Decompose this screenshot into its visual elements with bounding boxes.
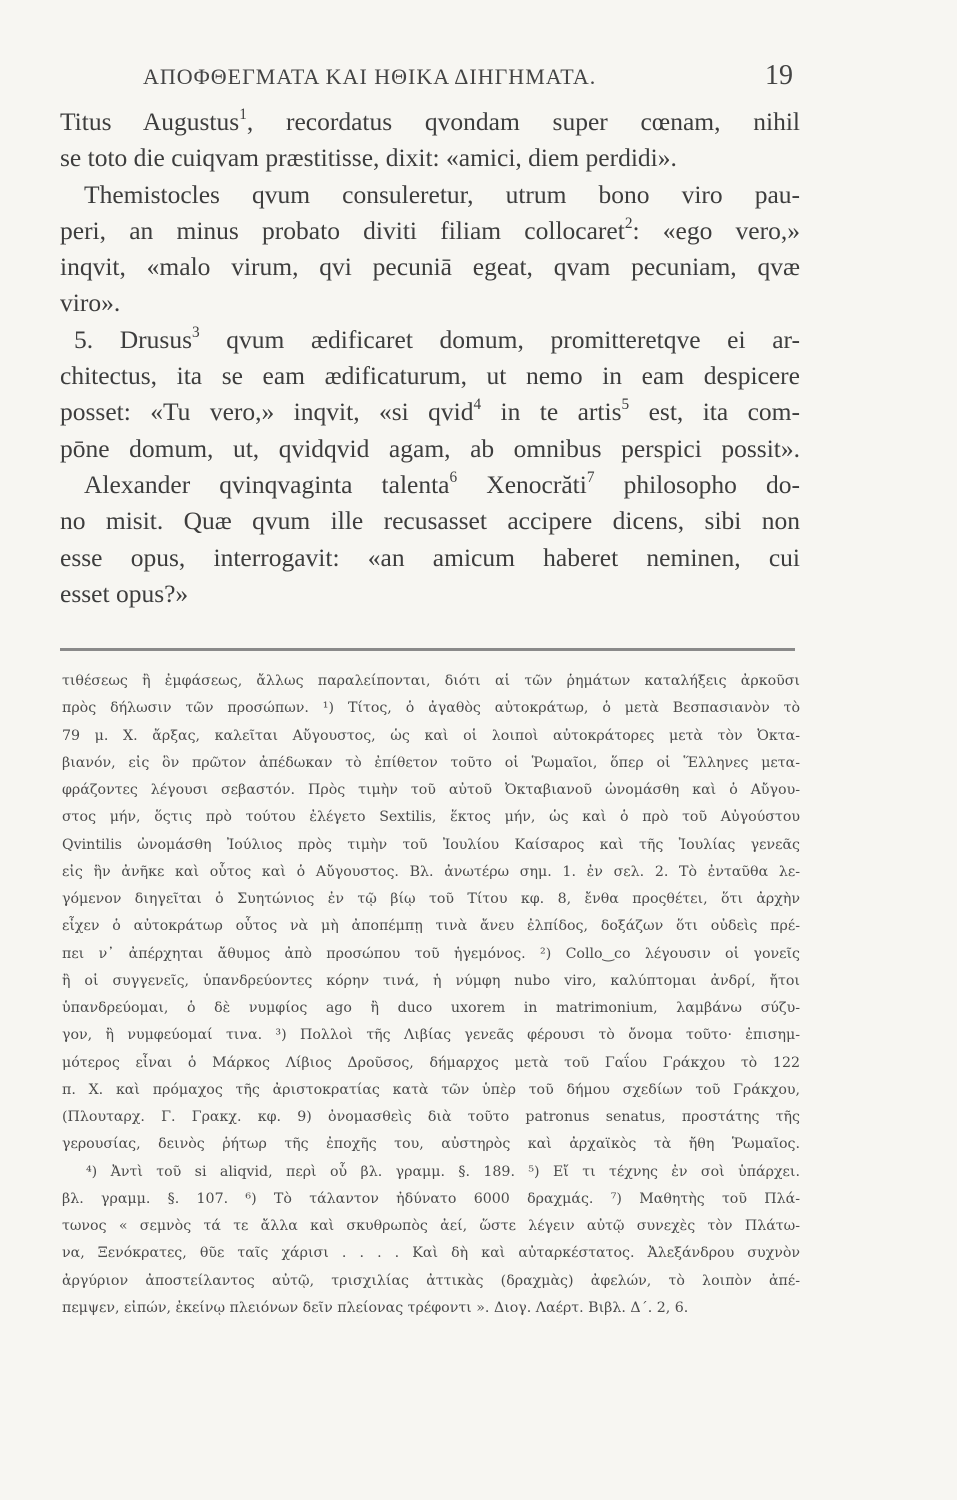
footnote-divider: [60, 648, 795, 651]
footnote-line: ἢ οἱ συγγενεῖς, ὑπανδρεύοντες κόρην τινά, ἡ νύμφη nubo viro, καλύπτομαι ἀνδρί, ἤτοι: [62, 972, 800, 989]
footnote-line: εἶχεν ὁ αὐτοκράτωρ οὗτος νὰ μὴ ἀποπέμπῃ τινὰ ἄνευ ἐλπίδος, δοξάζων ὅτι οὐδεὶς πρέ-: [62, 918, 800, 935]
footnote-line: τωνος « σεμνὸς τά τε ἄλλα καὶ σκυθρωπὸς ἀεί, ὥστε λέγειν αὐτῷ συνεχὲς τὸν Πλάτω-: [62, 1218, 800, 1234]
footnote-line: στος μήν, ὅςτις πρὸ τούτου ἐλέγετο Sextilis, ἕκτος μήν, ὡς καὶ ὁ πρὸ τοῦ Αὐγούστου: [62, 809, 800, 826]
footnote-line: 79 μ. Χ. ἄρξας, καλεῖται Αὔγουστος, ὡς καὶ οἱ λοιποὶ αὐτοκράτορες μετὰ τὸν Ὀκτα-: [62, 727, 800, 744]
footnotes: [62, 668, 800, 1322]
footnote-line: πεμψεν, εἰπών, ἐκείνῳ πλειόνων δεῖν πλείονας τρέφοντι ». Διογ. Λαέρτ. Βιβλ. Δ΄. 2, 6.: [62, 1299, 689, 1316]
running-head: [143, 60, 793, 96]
main-line: peri, an minus probato diviti filiam collocaret$^2$: «ego vero,»: [60, 214, 800, 245]
main-line: chitectus, ita se eam ædificaturum, ut nemo in eam despicere: [60, 361, 800, 391]
footnote-line: γον, ἢ νυμφεύομαί τινα. ³) Πολλοὶ τῆς Λιβίας γενεᾶς φέρουσι τὸ ὄνομα τοῦτο· ἐπισημ-: [62, 1027, 800, 1044]
footnote-line: φράζοντες λέγουσι σεβαστόν. Πρὸς τιμὴν τοῦ αὐτοῦ Ὀκταβιανοῦ ὠνομάσθη καὶ ὁ Αὔγου-: [62, 782, 800, 798]
running-title: ΑΠΟΦΘΕΓΜΑΤΑ ΚΑΙ ΗΘΙΚΑ ΔΙΗΓΗΜΑΤΑ.: [143, 64, 597, 89]
footnote-line: πρὸς δήλωσιν τῶν προσώπων. ¹) Τίτος, ὁ ἀγαθὸς αὐτοκράτωρ, ὁ μετὰ Βεσπασιανὸν τὸ: [62, 700, 800, 717]
main-line: 5. Drusus$^3$ qvum ædificaret domum, promitteretqve ei ar-: [74, 323, 800, 354]
main-line: inqvit, «malo virum, qvi pecuniā egeat, qvam pecuniam, qvæ: [60, 252, 800, 282]
footnote-line: ⁴) Ἀντὶ τοῦ si aliqvid, περὶ οὗ βλ. γραμμ. §. 189. ⁵) Εἴ τι τέχνης ἐν σοὶ ὑπάρχει.: [86, 1163, 800, 1180]
main-text: [60, 104, 800, 612]
main-line: posset: «Tu vero,» inqvit, «si qvid$^4$ in te artis$^5$ est, ita com-: [60, 396, 801, 427]
main-line: esse opus, interrogavit: «an amicum haberet neminen, cui: [60, 542, 800, 572]
main-line: Titus Augustus$^1$, recordatus qvondam super cœnam, nihil: [60, 105, 800, 136]
footnote-line: Qvintilis ὠνομάσθη Ἰούλιος πρὸς τιμὴν τοῦ Ἰουλίου Καίσαρος καὶ τῆς Ἰουλίας γενεᾶς: [62, 836, 800, 853]
footnote-line: βιανόν, εἰς ὃν πρῶτον ἀπέδωκαν τὸ ἐπίθετον τοῦτο οἱ Ῥωμαῖοι, ὅπερ οἱ Ἕλληνες μετα-: [62, 754, 800, 771]
footnote-line: να, Ξενόκρατες, θῦε ταῖς χάρισι . . . . Καὶ δὴ καὶ αὐταρκέστατος. Ἀλεξάνδρου συχνὸν: [62, 1245, 800, 1262]
footnote-line: (Πλουταρχ. Γ. Γρακχ. κφ. 9) ὀνομασθεὶς διὰ τοῦτο patronus senatus, προστάτης τῆς: [62, 1109, 800, 1125]
footnote-line: γόμενον διηγεῖται ὁ Συητώνιος ἐν τῷ βίῳ τοῦ Τίτου κφ. 8, ἔνθα προςθέτει, ὅτι ἀρχὴν: [62, 891, 800, 907]
footnote-line: ἀργύριον ἀποστείλαντος αὐτῷ, τρισχιλίας ἀττικὰς (δραχμὰς) ἀφελών, τὸ λοιπὸν ἀπέ-: [62, 1272, 800, 1289]
footnote-line: πει ν᾽ ἀπέρχηται ἄθυμος ἀπὸ προσώπου τοῦ ἡγεμόνος. ²) Collo‿co λέγουσιν οἱ γονεῖς: [62, 945, 800, 962]
main-line: Themistocles qvum consuleretur, utrum bono viro pau-: [84, 179, 800, 209]
main-line: no misit. Quæ qvum ille recusasset accipere dicens, sibi non: [60, 506, 800, 536]
main-line: se toto die cuiqvam præstitisse, dixit: «amici, diem perdidi».: [60, 143, 677, 173]
footnote-line: βλ. γραμμ. §. 107. ⁶) Τὸ τάλαντον ἠδύνατο 6000 δραχμάς. ⁷) Μαθητὴς τοῦ Πλά-: [62, 1190, 800, 1207]
footnote-line: εἰς ἣν ἀνῆκε καὶ οὗτος καὶ ὁ Αὔγουστος. Βλ. ἀνωτέρω σημ. 1. ἐν σελ. 2. Τὸ ἐνταῦθα λε-: [62, 863, 800, 880]
footnote-line: τιθέσεως ἢ ἐμφάσεως, ἄλλως παραλείπονται, διότι αἱ τῶν ῥημάτων καταλήξεις ἀρκοῦσι: [62, 673, 800, 689]
footnote-line: μότερος εἶναι ὁ Μάρκος Λίβιος Δροῦσος, δήμαρχος μετὰ τοῦ Γαΐου Γράκχου τὸ 122: [62, 1054, 800, 1071]
footnote-line: ὑπανδρεύομαι, ὁ δὲ νυμφίος ago ἢ duco uxorem in matrimonium, λαμβάνω σύζυ-: [62, 1000, 800, 1016]
page-number: 19: [765, 60, 793, 91]
main-line: viro».: [60, 288, 121, 318]
footnote-line: π. Χ. καὶ πρόμαχος τῆς ἀριστοκρατίας κατὰ τῶν ὑπὲρ τοῦ δήμου σχεδίων τοῦ Γράκχου,: [62, 1081, 800, 1098]
main-line: pōne domum, ut, qvidqvid agam, ab omnibus perspici possit».: [60, 433, 800, 463]
main-line: Alexander qvinqvaginta talenta$^6$ Xenocrăti$^7$ philosopho do-: [84, 468, 801, 499]
main-line: esset opus?»: [60, 578, 189, 608]
footnote-line: γερουσίας, δεινὸς ῥήτωρ τῆς ἐποχῆς του, αὐστηρὸς καὶ ἀρχαϊκὸς τὰ ἤθη Ῥωμαῖος.: [62, 1136, 800, 1153]
